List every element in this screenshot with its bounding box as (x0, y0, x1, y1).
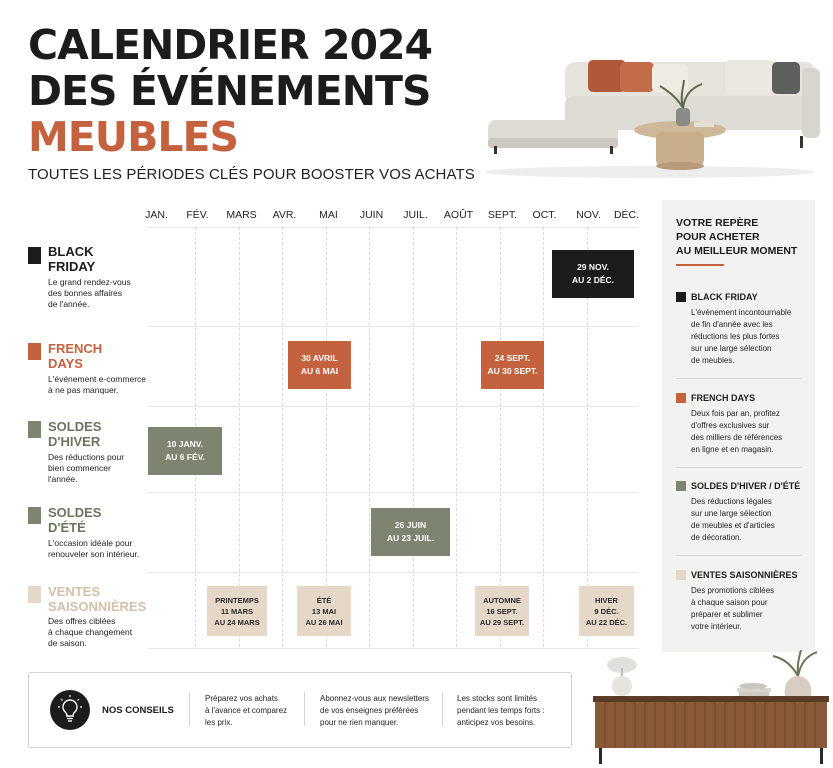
period-line: AU 24 MARS (214, 617, 260, 627)
period-line: AU 23 JUIL. (386, 533, 435, 543)
event-name-line: DAYS (48, 356, 83, 371)
month-label: MARS (226, 209, 257, 221)
panel-desc-sales (691, 496, 801, 544)
period-line: AU 30 SEPT. (487, 366, 538, 376)
desc-line: à ne pas manquer. (48, 385, 119, 395)
row-separator (148, 406, 638, 407)
event-label-winter-sales (48, 419, 101, 449)
seasonal-sales-swatch (28, 586, 41, 603)
period-summer-sales (371, 508, 450, 556)
event-label-summer-sales (48, 505, 101, 535)
desc-line: votre intérieur. (691, 622, 742, 631)
period-line: AU 29 SEPT. (479, 617, 525, 627)
grid-line (413, 227, 414, 647)
french-days-swatch (28, 343, 41, 360)
event-name-line: FRIDAY (48, 259, 96, 274)
grid-line (326, 227, 327, 647)
tip-separator (189, 692, 190, 726)
tip-item (320, 693, 429, 729)
title-line-3: MEUBLES (28, 113, 239, 161)
period-line: HIVER (595, 595, 618, 605)
period-black-friday (552, 250, 634, 298)
tip-line: anticipez vos besoins. (457, 718, 536, 727)
desc-line: de saison. (48, 638, 87, 648)
period-line: 9 DÉC. (594, 606, 619, 616)
page-subtitle: TOUTES LES PÉRIODES CLÉS POUR BOOSTER VOS ACHATS (28, 166, 475, 183)
period-line: AU 6 MAI (300, 366, 339, 376)
desc-line: des milliers de références (691, 433, 783, 442)
period-seasonal-spring (207, 586, 267, 636)
panel-title-line: VOTRE REPÈRE (676, 217, 759, 229)
panel-swatch-black (676, 292, 686, 302)
event-label-seasonal-sales (48, 584, 146, 614)
desc-line: de meubles et d'articles (691, 521, 775, 530)
event-desc-summer-sales (48, 538, 139, 560)
panel-heading-black-friday: BLACK FRIDAY (691, 292, 758, 302)
desc-line: l'année. (48, 474, 78, 484)
desc-line: Le grand rendez-vous (48, 277, 131, 287)
panel-title (676, 216, 806, 258)
event-name-line: D'HIVER (48, 434, 101, 449)
desc-line: Des promotions ciblées (691, 586, 775, 595)
desc-line: de fin d'année avec les (691, 320, 773, 329)
period-line: 13 MAI (311, 606, 337, 616)
panel-desc-black-friday (691, 307, 801, 367)
grid-line (369, 227, 370, 647)
month-label: NOV. (576, 209, 601, 221)
period-seasonal-winter (579, 586, 634, 636)
grid-line (543, 227, 544, 647)
desc-line: de meubles. (691, 356, 735, 365)
month-label: JAN. (145, 209, 168, 221)
panel-title-line: AU MEILLEUR MOMENT (676, 245, 798, 257)
tips-label: NOS CONSEILS (102, 705, 174, 716)
panel-separator (676, 555, 802, 556)
period-line: PRINTEMPS (215, 595, 259, 605)
desc-line: sur une large sélection (691, 509, 772, 518)
grid-line (282, 227, 283, 647)
event-desc-black-friday (48, 277, 131, 310)
period-line: 29 NOV. (577, 262, 609, 272)
period-line: 11 MARS (220, 606, 254, 616)
period-line: 16 SEPT. (486, 606, 518, 616)
period-line: 24 SEPT. (494, 353, 531, 363)
tip-item (457, 693, 545, 729)
period-line: AU 22 DÉC. (585, 617, 628, 627)
panel-separator (676, 378, 802, 379)
desc-line: L'événement incontournable (691, 308, 792, 317)
row-separator (148, 492, 638, 493)
event-name-line: FRENCH (48, 341, 103, 356)
panel-desc-french-days (691, 408, 801, 456)
title-line-2: DES ÉVÉNEMENTS (28, 67, 431, 115)
summer-sales-swatch (28, 507, 41, 524)
desc-line: Des réductions légales (691, 497, 772, 506)
sideboard-illustration (585, 650, 833, 768)
period-line: ÉTÉ (316, 595, 332, 605)
panel-separator (676, 467, 802, 468)
desc-line: L'événement e-commerce (48, 374, 146, 384)
period-line: AU 6 FÉV. (165, 452, 205, 462)
row-separator (148, 572, 638, 573)
period-line: 30 AVRIL (301, 353, 338, 363)
tip-line: Les stocks sont limités (457, 694, 538, 703)
month-label: DÉC. (613, 209, 640, 221)
period-french-days-autumn (481, 341, 544, 389)
panel-swatch-sage (676, 481, 686, 491)
grid-line (239, 227, 240, 647)
tip-line: à l'avance et comparez (205, 706, 288, 715)
tip-line: Préparez vos achats (205, 694, 278, 703)
period-seasonal-autumn (475, 586, 529, 636)
tip-line: Abonnez-vous aux newsletters (320, 694, 429, 703)
period-seasonal-summer (297, 586, 351, 636)
panel-desc-seasonal (691, 585, 801, 633)
desc-line: L'occasion idéale pour (48, 538, 133, 548)
desc-line: de l'année. (48, 299, 90, 309)
panel-heading-french-days: FRENCH DAYS (691, 393, 756, 403)
period-winter-sales (148, 427, 222, 475)
month-label: AVR. (272, 209, 297, 221)
lightbulb-icon (50, 690, 90, 730)
desc-line: à chaque changement (48, 627, 133, 637)
event-name-line: D'ÉTÉ (48, 520, 86, 535)
month-label: JUIL. (403, 209, 428, 221)
desc-line: à chaque saison pour (691, 598, 768, 607)
desc-line: de décoration. (691, 533, 742, 542)
event-name-line: SOLDES (48, 505, 102, 520)
event-name-line: SOLDES (48, 419, 102, 434)
winter-sales-swatch (28, 421, 41, 438)
period-line: 26 JUIN (394, 520, 427, 530)
period-french-days-spring (288, 341, 351, 389)
title-line-1: CALENDRIER 2024 (28, 21, 433, 69)
month-label: SEPT. (487, 209, 518, 221)
tip-separator (442, 692, 443, 726)
panel-title-line: POUR ACHETER (676, 231, 760, 243)
tip-line: les prix. (205, 718, 233, 727)
grid-line (456, 227, 457, 647)
tip-line: pour ne rien manquer. (320, 718, 399, 727)
period-line: AU 2 DÉC. (571, 275, 615, 285)
desc-line: des bonnes affaires (48, 288, 123, 298)
event-name-line: BLACK (48, 244, 94, 259)
event-label-black-friday (48, 244, 95, 274)
desc-line: d'offres exclusives sur (691, 421, 770, 430)
desc-line: Des offres ciblées (48, 616, 116, 626)
desc-line: en ligne et en magasin. (691, 445, 774, 454)
desc-line: renouveler son intérieur. (48, 549, 140, 559)
grid-line (500, 227, 501, 647)
row-separator (148, 326, 638, 327)
event-name-line: SAISONNIÈRES (48, 599, 147, 614)
panel-accent-rule (676, 264, 724, 266)
sofa-illustration (480, 50, 820, 180)
month-label: FÉV. (186, 209, 209, 221)
event-label-french-days (48, 341, 102, 371)
desc-line: Des réductions pour (48, 452, 125, 462)
month-label: MAI (319, 209, 338, 221)
desc-line: bien commencer (48, 463, 111, 473)
event-name-line: VENTES (48, 584, 101, 599)
month-label: OCT. (532, 209, 557, 221)
tip-line: pendant les temps forts : (457, 706, 545, 715)
month-label: JUIN (359, 209, 384, 221)
month-label: AOÛT (443, 209, 474, 221)
panel-swatch-beige (676, 570, 686, 580)
desc-line: préparer et sublimer (691, 610, 763, 619)
event-desc-french-days (48, 374, 146, 396)
panel-swatch-orange (676, 393, 686, 403)
desc-line: réductions les plus fortes (691, 332, 780, 341)
desc-line: sur une large sélection (691, 344, 772, 353)
tip-separator (304, 692, 305, 726)
event-desc-seasonal-sales (48, 616, 132, 649)
period-line: 10 JANV. (166, 439, 204, 449)
panel-heading-seasonal: VENTES SAISONNIÈRES (691, 570, 798, 580)
panel-heading-sales: SOLDES D'HIVER / D'ÉTÉ (691, 481, 801, 491)
black-friday-swatch (28, 247, 41, 264)
page-title (28, 22, 432, 160)
tip-line: de vos enseignes préférées (320, 706, 419, 715)
period-line: AU 26 MAI (305, 617, 343, 627)
period-line: AUTOMNE (483, 595, 521, 605)
event-desc-winter-sales (48, 452, 124, 485)
desc-line: Deux fois par an, profitez (691, 409, 780, 418)
tip-item (205, 693, 287, 729)
